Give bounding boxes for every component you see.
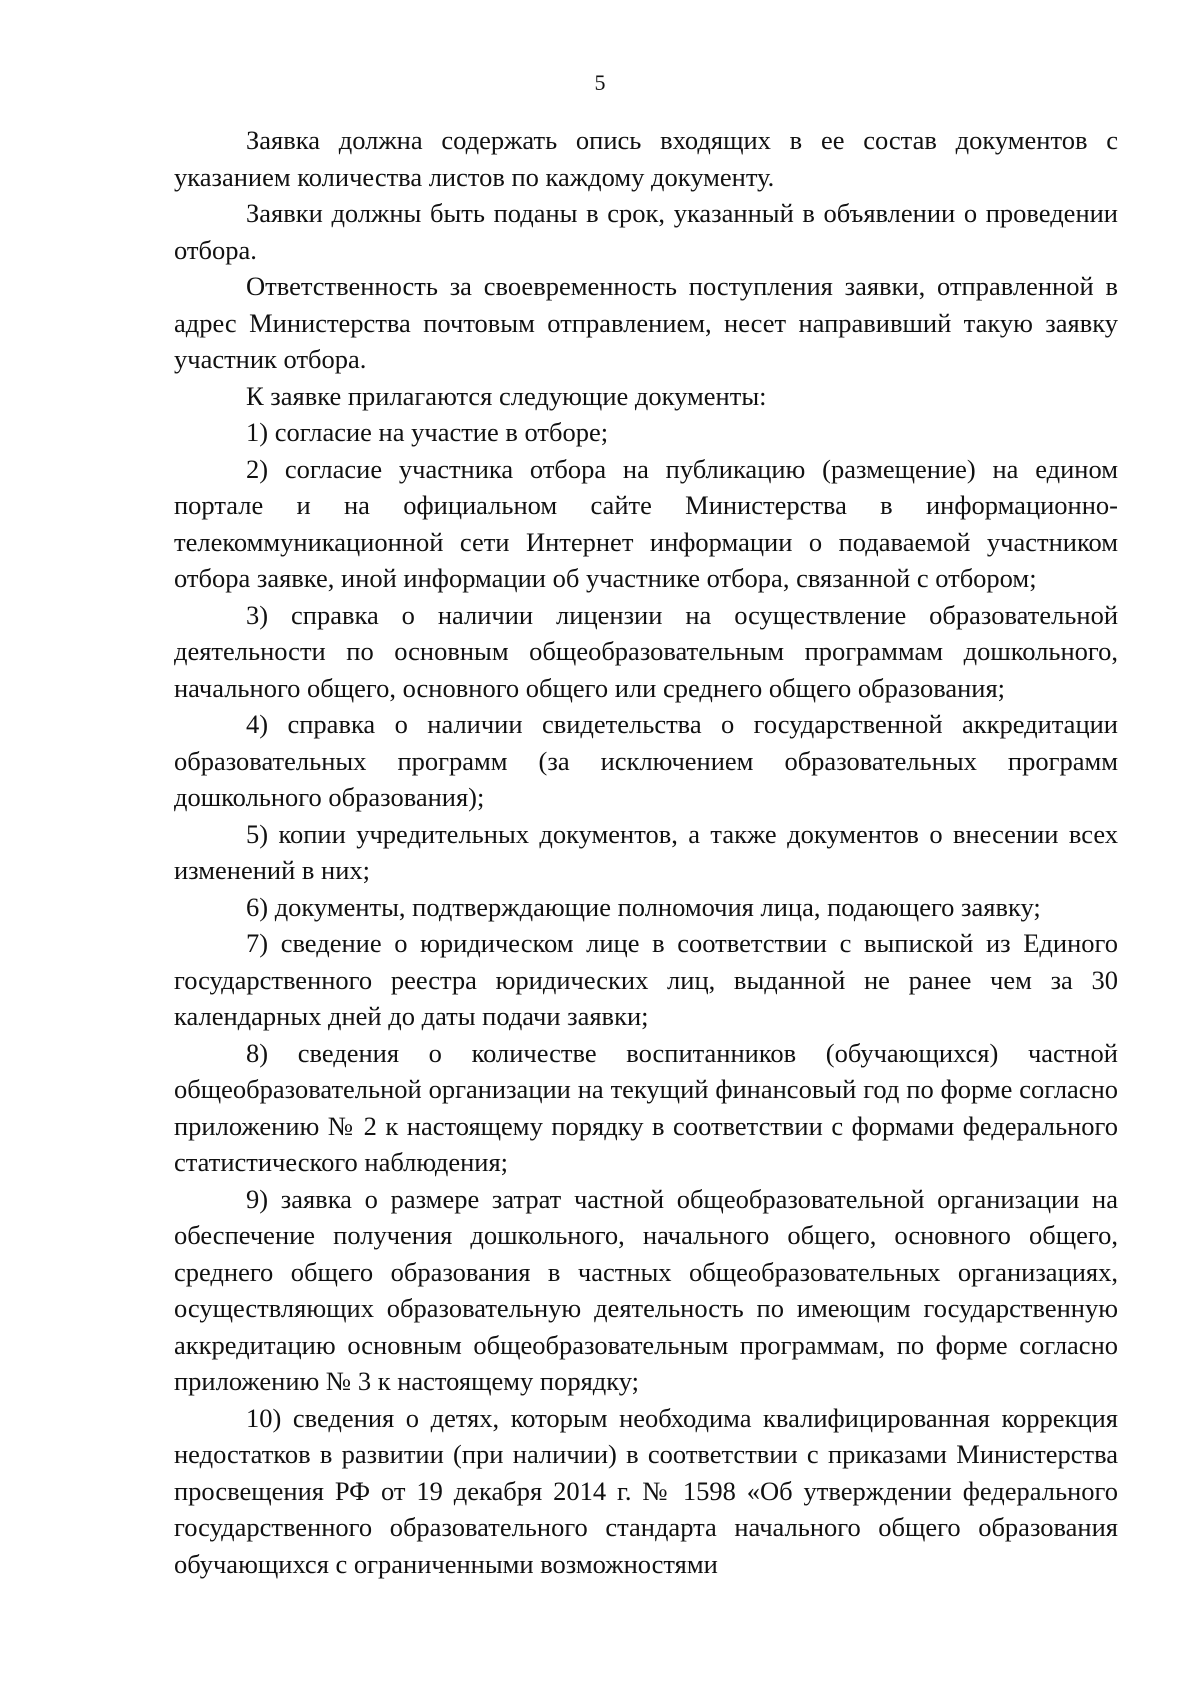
list-item-5: 5) копии учредительных документов, а также документов о внесении всех изменений в них;: [174, 818, 1118, 885]
list-item-2: 2) согласие участника отбора на публикацию (размещение) на едином портале и на официальном сайте Министерства в информационно-телекоммуникационной сети Интернет информации о подаваемой участником отбора заявке, иной информации об участнике отбора, связанной с отбором;: [174, 453, 1118, 593]
document-body: [174, 122, 1118, 1582]
list-item-10: 10) сведения о детях, которым необходима квалифицированная коррекция недостатков в развитии (при наличии) в соответствии с приказами Министерства просвещения РФ от 19 декабря 2014 г. № 1598 «Об утверждении федерального государственного образовательного стандарта начального общего образования обучающихся с ограниченными возможностями: [174, 1402, 1118, 1579]
list-item-7: 7) сведение о юридическом лице в соответствии с выпиской из Единого государственного реестра юридических лиц, выданной не ранее чем за 30 календарных дней до даты подачи заявки;: [174, 928, 1118, 1031]
list-item-1: 1) согласие на участие в отборе;: [246, 417, 609, 447]
list-item-9: 9) заявка о размере затрат частной общеобразовательной организации на обеспечение получения дошкольного, начального общего, основного общего, среднего общего образования в частных общеобразовательных организациях, осуществляющих образовательную деятельность по имеющим государственную аккредитацию основным общеобразовательным программам, по форме согласно приложению № 3 к настоящему порядку;: [174, 1183, 1118, 1396]
paragraph-inventory: Заявка должна содержать опись входящих в ее состав документов с указанием количества листов по каждому документу.: [174, 125, 1118, 192]
list-item-8: 8) сведения о количестве воспитанников (обучающихся) частной общеобразовательной организации на текущий финансовый год по форме согласно приложению № 2 к настоящему порядку в соответствии с формами федерального статистического наблюдения;: [174, 1037, 1118, 1177]
paragraph-attachments-intro: К заявке прилагаются следующие документы:: [246, 380, 767, 411]
list-item-3: 3) справка о наличии лицензии на осуществление образовательной деятельности по основным общеобразовательным программам дошкольного, начального общего, основного общего или среднего общего образования;: [174, 599, 1118, 703]
paragraph-responsibility: Ответственность за своевременность поступления заявки, отправленной в адрес Министерства почтовым отправлением, несет направивший такую заявку участник отбора.: [174, 271, 1118, 374]
paragraph-deadline: Заявки должны быть поданы в срок, указанный в объявлении о проведении отбора.: [174, 198, 1118, 265]
list-item-4: 4) справка о наличии свидетельства о государственной аккредитации образовательных программ (за исключением образовательных программ дошкольного образования);: [174, 709, 1118, 812]
list-item-6: 6) документы, подтверждающие полномочия лица, подающего заявку;: [246, 891, 1041, 922]
page-number: 5: [594, 70, 606, 95]
